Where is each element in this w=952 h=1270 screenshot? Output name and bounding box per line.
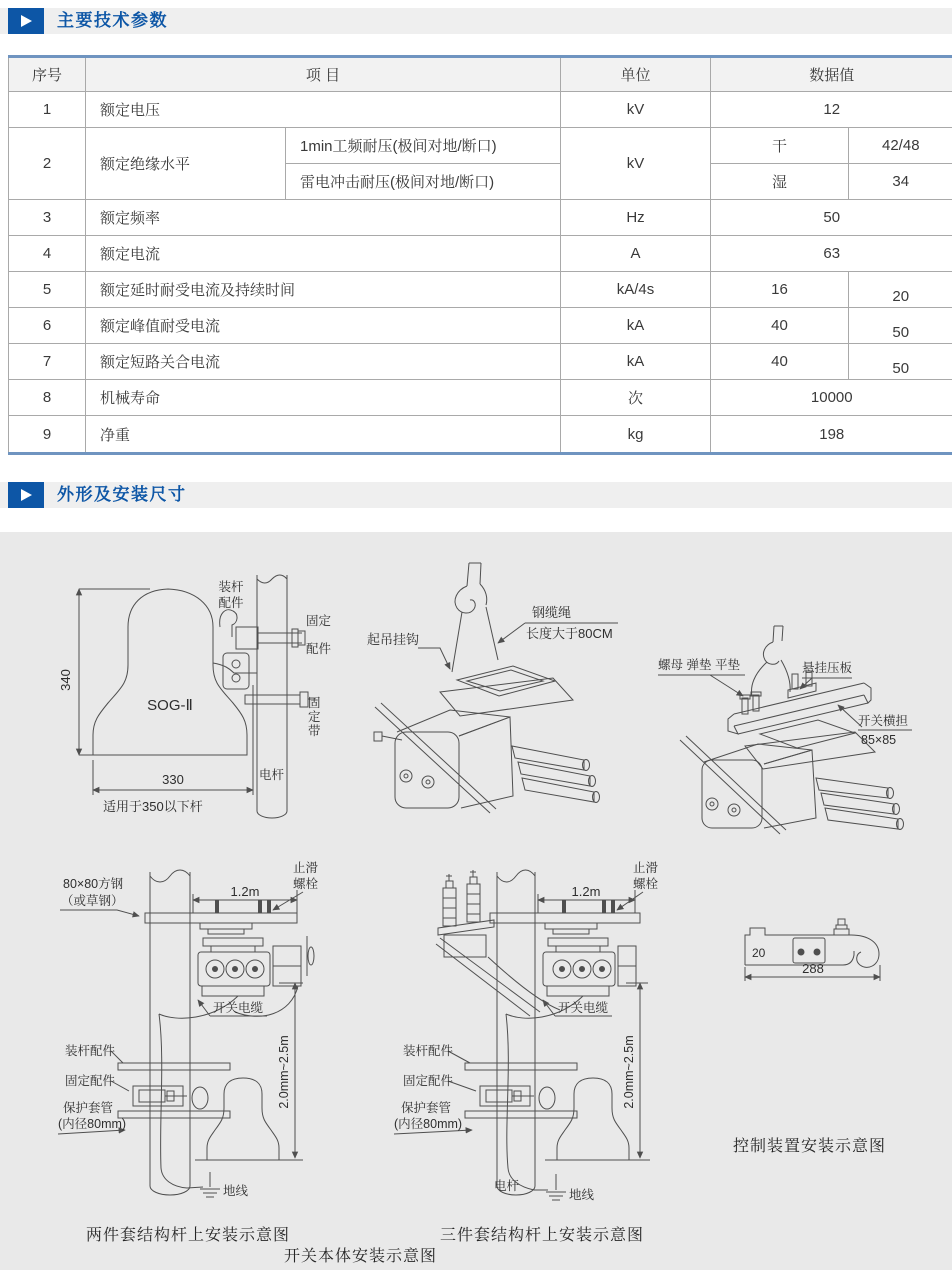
table-header-row bbox=[9, 57, 952, 92]
section-arrow-badge bbox=[8, 482, 44, 508]
cell-item: 额定电流 bbox=[86, 236, 561, 272]
cable-label: 开关电缆 bbox=[213, 1001, 264, 1015]
cell-value-1: 40 bbox=[711, 308, 849, 344]
cell-value-1: 16 bbox=[711, 272, 849, 308]
mount-fitting-label-2: 配件 bbox=[218, 596, 244, 610]
diagram-pole-profile bbox=[50, 565, 350, 825]
cell-item: 额定延时耐受电流及持续时间 bbox=[86, 272, 561, 308]
pole-label: 电杆 bbox=[259, 768, 285, 782]
cell-unit: kA/4s bbox=[561, 272, 711, 308]
crossarm-bar bbox=[145, 913, 297, 934]
mount-fitting-label-1: 装杆 bbox=[218, 580, 244, 594]
span-dim-label: 1.2m bbox=[571, 884, 601, 899]
dim-20-label: 20 bbox=[752, 946, 766, 960]
clamp-label: 悬挂压板 bbox=[802, 661, 853, 675]
height-dim-label: 2.0mm~2.5m bbox=[622, 1035, 636, 1109]
cell-item: 净重 bbox=[86, 416, 561, 454]
cell-subitem: 1min工频耐压(极间对地/断口) bbox=[286, 128, 561, 164]
section-title: 外形及安装尺寸 bbox=[57, 485, 187, 504]
cell-unit: kV bbox=[561, 92, 711, 128]
cell-value: 10000 bbox=[711, 380, 952, 416]
cell-value: 198 bbox=[711, 416, 952, 454]
cell-unit: kA bbox=[561, 308, 711, 344]
cell-unit: kA bbox=[561, 344, 711, 380]
earth-symbol bbox=[200, 1172, 220, 1197]
caption-control-device: 控制装置安装示意图 bbox=[733, 1138, 887, 1155]
section-header-main-params bbox=[0, 8, 952, 34]
earth-label: 地线 bbox=[569, 1188, 595, 1202]
mount-fitting-label: 装杆配件 bbox=[65, 1044, 116, 1058]
crossarm-bar bbox=[490, 913, 640, 934]
table-row bbox=[9, 380, 952, 416]
cell-no: 9 bbox=[9, 416, 86, 454]
height-dim-label: 2.0mm~2.5m bbox=[277, 1035, 291, 1109]
slip-bolts bbox=[562, 900, 615, 913]
slip-bolt-label-2: 螺栓 bbox=[633, 877, 659, 891]
cell-wet-value: 34 bbox=[849, 164, 952, 200]
diagram-control-bracket bbox=[715, 915, 952, 1010]
cell-no: 1 bbox=[9, 92, 86, 128]
pole-drawing bbox=[150, 870, 190, 1195]
cell-item: 额定频率 bbox=[86, 200, 561, 236]
model-label: SOG-Ⅱ bbox=[147, 697, 193, 714]
cell-value: 50 bbox=[711, 200, 952, 236]
cell-value: 63 bbox=[711, 236, 952, 272]
table-row bbox=[9, 308, 952, 344]
mount-fitting-label: 装杆配件 bbox=[403, 1044, 454, 1058]
cell-unit: kg bbox=[561, 416, 711, 454]
sleeve-label-2: (内径80mm) bbox=[394, 1117, 463, 1131]
diagram-three-piece-install bbox=[390, 850, 700, 1255]
fix-fitting-label: 固定配件 bbox=[65, 1074, 116, 1088]
cell-value-2: 50 bbox=[849, 344, 952, 380]
dim-340-label: 340 bbox=[58, 669, 73, 691]
cell-unit: A bbox=[561, 236, 711, 272]
fix-fitting-label: 固定配件 bbox=[403, 1074, 454, 1088]
pole-drawing bbox=[497, 870, 535, 1195]
cell-no: 8 bbox=[9, 380, 86, 416]
crossarm-label: 开关横担 bbox=[858, 714, 909, 728]
steel-rope bbox=[452, 607, 498, 672]
table-row bbox=[9, 200, 952, 236]
col-header-item: 项 目 bbox=[86, 57, 561, 92]
cell-subitem: 雷电冲击耐压(极间对地/断口) bbox=[286, 164, 561, 200]
diagram-hoisting bbox=[340, 560, 660, 855]
cell-dry-value: 42/48 bbox=[849, 128, 952, 164]
cell-item: 额定峰值耐受电流 bbox=[86, 308, 561, 344]
band-label-1: 固 bbox=[308, 696, 321, 710]
fix-fitting-label-2: 配件 bbox=[306, 642, 332, 656]
switch-unit bbox=[543, 938, 636, 996]
cell-item: 机械寿命 bbox=[86, 380, 561, 416]
pole-hardware bbox=[465, 1063, 577, 1118]
rope-length-label: 长度大于80CM bbox=[526, 626, 613, 641]
cell-unit: kV bbox=[561, 128, 711, 200]
dim-288-label: 288 bbox=[802, 961, 824, 976]
beam-clamps bbox=[740, 671, 816, 714]
slip-bolt-label-1: 止滑 bbox=[633, 861, 659, 875]
cell-no: 6 bbox=[9, 308, 86, 344]
table-row bbox=[9, 272, 952, 308]
slip-bolt-label-2: 螺栓 bbox=[293, 877, 319, 891]
crossarm-beam bbox=[728, 683, 871, 734]
square-steel-label-1: 80×80方钢 bbox=[63, 877, 124, 891]
section-arrow-badge bbox=[8, 8, 44, 34]
rope-name-label: 钢缆绳 bbox=[532, 605, 572, 620]
cell-no: 5 bbox=[9, 272, 86, 308]
switch-body-profile bbox=[93, 589, 257, 755]
cell-value-2: 20 bbox=[849, 272, 952, 308]
spec-table bbox=[8, 55, 952, 455]
dimension-340 bbox=[79, 589, 150, 755]
slip-bolts bbox=[215, 900, 271, 913]
label-leaders bbox=[58, 892, 303, 1134]
cable-label: 开关电缆 bbox=[558, 1001, 609, 1015]
cell-dry-label: 干 bbox=[711, 128, 849, 164]
band-label-3: 带 bbox=[308, 724, 321, 738]
cell-no: 2 bbox=[9, 128, 86, 200]
section-header-dimensions bbox=[0, 482, 952, 508]
band-label-2: 定 bbox=[308, 710, 321, 724]
cell-item: 额定短路关合电流 bbox=[86, 344, 561, 380]
table-row bbox=[9, 92, 952, 128]
play-arrow-icon bbox=[21, 489, 32, 501]
cell-item: 额定电压 bbox=[86, 92, 561, 128]
crossarm-size-label: 85×85 bbox=[861, 733, 897, 747]
sleeve-label-2: (内径80mm) bbox=[58, 1117, 127, 1131]
diagram-crossarm bbox=[650, 622, 952, 845]
section-title: 主要技术参数 bbox=[57, 11, 168, 30]
pole-note: 适用于350以下杆 bbox=[103, 799, 203, 814]
cell-unit: Hz bbox=[561, 200, 711, 236]
cell-no: 7 bbox=[9, 344, 86, 380]
diagram-two-piece-install bbox=[55, 850, 365, 1255]
pole-label: 电杆 bbox=[494, 1179, 520, 1193]
fix-fitting-label-1: 固定 bbox=[306, 614, 332, 628]
switch-unit bbox=[198, 936, 314, 996]
caption-three-piece: 三件套结构杆上安装示意图 bbox=[440, 1227, 645, 1244]
pole-hardware bbox=[118, 1063, 230, 1118]
caption-two-piece: 两件套结构杆上安装示意图 bbox=[86, 1227, 291, 1244]
diagram-panel bbox=[0, 532, 952, 1270]
cell-value-1: 40 bbox=[711, 344, 849, 380]
table-row bbox=[9, 128, 952, 164]
table-row bbox=[9, 416, 952, 454]
cell-value: 12 bbox=[711, 92, 952, 128]
earth-label: 地线 bbox=[223, 1184, 249, 1198]
arrester-assembly bbox=[436, 870, 540, 1016]
table-row bbox=[9, 236, 952, 272]
lift-hook-label: 起吊挂钩 bbox=[367, 632, 420, 647]
sleeve-label-1: 保护套管 bbox=[63, 1101, 114, 1115]
cell-item: 额定绝缘水平 bbox=[86, 128, 286, 200]
dim-330-label: 330 bbox=[162, 772, 184, 787]
hardware-label: 螺母 弹垫 平垫 bbox=[658, 658, 740, 672]
col-header-value: 数据值 bbox=[711, 57, 952, 92]
hook-fitting bbox=[220, 610, 305, 649]
slip-bolt-label-1: 止滑 bbox=[293, 861, 319, 875]
crane-hook bbox=[455, 563, 487, 613]
switch-body-iso bbox=[374, 666, 600, 813]
square-steel-label-2: （或草钢） bbox=[61, 894, 124, 908]
earth-symbol bbox=[546, 1174, 566, 1200]
cell-value-2: 50 bbox=[849, 308, 952, 344]
cell-no: 4 bbox=[9, 236, 86, 272]
table-row bbox=[9, 344, 952, 380]
span-dim-label: 1.2m bbox=[230, 884, 260, 899]
col-header-no: 序号 bbox=[9, 57, 86, 92]
play-arrow-icon bbox=[21, 15, 32, 27]
sleeve-label-1: 保护套管 bbox=[401, 1101, 452, 1115]
crane-hook bbox=[752, 626, 791, 696]
fixing-band bbox=[245, 692, 316, 707]
caption-switch-body: 开关本体安装示意图 bbox=[284, 1248, 438, 1265]
cell-wet-label: 湿 bbox=[711, 164, 849, 200]
cell-no: 3 bbox=[9, 200, 86, 236]
cell-unit: 次 bbox=[561, 380, 711, 416]
col-header-unit: 单位 bbox=[561, 57, 711, 92]
